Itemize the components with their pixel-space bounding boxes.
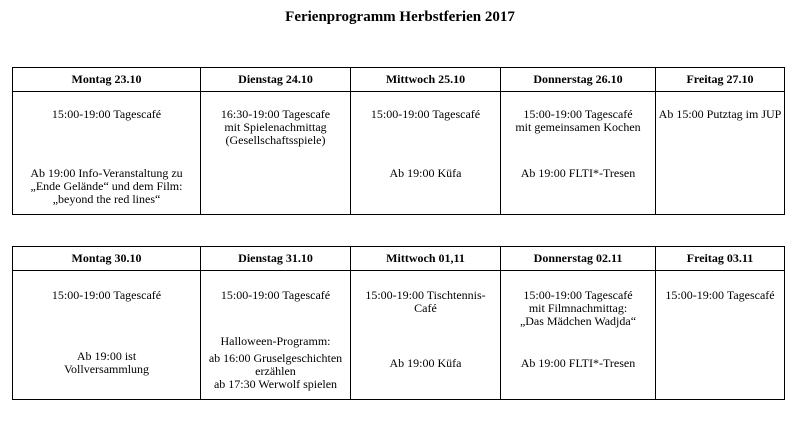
event-line: mit Spielenachmittag <box>224 120 327 134</box>
event-line: mit Filmnachmittag: <box>528 301 628 315</box>
event-line: 16:30-19:00 Tagescafe <box>220 107 331 121</box>
day-cell <box>351 271 501 400</box>
event-line: „Ende Gelände“ und dem Film: <box>30 179 183 193</box>
week-1-events-row <box>13 92 785 215</box>
event-line: 15:00-19:00 Tagescafé <box>523 288 633 302</box>
event-line: Ab 19:00 ist <box>76 349 137 363</box>
day-cell <box>656 92 785 215</box>
day-header: Montag 23.10 <box>13 68 201 92</box>
week-1-header-row <box>13 68 785 92</box>
event-line: (Gesellschaftsspiele) <box>225 133 326 147</box>
day-cell <box>501 271 656 400</box>
event-line: 15:00-19:00 Tagescafé <box>51 107 162 121</box>
day-header: Donnerstag 26.10 <box>501 68 656 92</box>
event-line: „Das Mädchen Wadjda“ <box>519 314 637 328</box>
event-line: Vollversammlung <box>63 362 150 376</box>
week-2-header-row <box>13 247 785 271</box>
event-line: Ab 19:00 FLTI*-Tresen <box>520 166 636 180</box>
day-cell <box>13 271 201 400</box>
event-line: 15:00-19:00 Tagescafé <box>523 107 633 121</box>
day-cell <box>501 92 656 215</box>
page-title: Ferienprogramm Herbstferien 2017 <box>285 9 515 25</box>
day-header: Freitag 03.11 <box>656 247 785 271</box>
event-line: erzählen <box>255 364 296 378</box>
event-line: mit gemeinsamen Kochen <box>515 120 641 134</box>
day-cell <box>351 92 501 215</box>
event-line: 15:00-19:00 Tischtennis- <box>365 288 486 302</box>
day-cell <box>201 92 351 215</box>
event-line: Halloween-Programm: <box>220 334 331 348</box>
week-2-events-row <box>13 271 785 400</box>
event-line: Ab 15:00 Putztag im JUP <box>658 107 782 121</box>
event-line: Ab 19:00 FLTI*-Tresen <box>520 356 636 370</box>
event-line: Ab 19:00 Info-Veranstaltung zu <box>30 166 183 180</box>
event-line: 15:00-19:00 Tagescafé <box>665 288 775 302</box>
day-cell <box>13 92 201 215</box>
day-header: Freitag 27.10 <box>656 68 785 92</box>
event-line: ab 16:00 Gruselgeschichten <box>208 351 343 365</box>
event-line: 15:00-19:00 Tagescafé <box>51 288 162 302</box>
day-header: Dienstag 31.10 <box>201 247 351 271</box>
day-header: Mittwoch 25.10 <box>351 68 501 92</box>
week-2-table <box>12 246 785 400</box>
day-header: Dienstag 24.10 <box>201 68 351 92</box>
event-line: 15:00-19:00 Tagescafé <box>370 107 481 121</box>
day-cell <box>656 271 785 400</box>
event-line: „beyond the red lines“ <box>52 192 161 206</box>
day-cell <box>201 271 351 400</box>
day-header: Montag 30.10 <box>13 247 201 271</box>
week-1-table <box>12 67 785 215</box>
event-line: Ab 19:00 Küfa <box>389 166 462 180</box>
event-line: ab 17:30 Werwolf spielen <box>213 377 338 391</box>
event-line: 15:00-19:00 Tagescafé <box>220 288 331 302</box>
event-line: Café <box>414 301 437 315</box>
day-header: Donnerstag 02.11 <box>501 247 656 271</box>
event-line: Ab 19:00 Küfa <box>389 356 462 370</box>
day-header: Mittwoch 01,11 <box>351 247 501 271</box>
